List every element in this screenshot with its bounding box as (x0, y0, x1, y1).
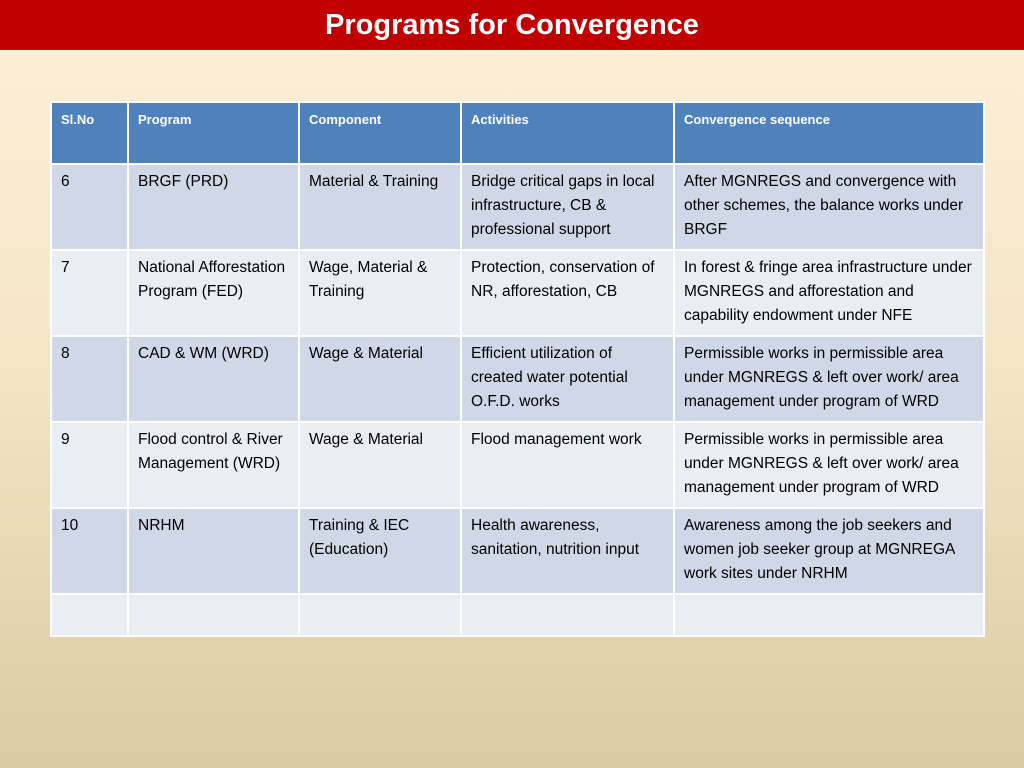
cell-sl-no: 9 (51, 422, 128, 508)
header-activities: Activities (461, 102, 674, 164)
cell-component: Wage, Material & Training (299, 250, 461, 336)
slide-title: Programs for Convergence (325, 8, 699, 41)
cell-program: BRGF (PRD) (128, 164, 299, 250)
cell-component: Wage & Material (299, 422, 461, 508)
table-row (51, 250, 984, 336)
table-row (51, 422, 984, 508)
convergence-table-container (50, 101, 983, 637)
cell-activities: Protection, conservation of NR, afforestation, CB (461, 250, 674, 336)
cell-activities: Flood management work (461, 422, 674, 508)
cell-component: Material & Training (299, 164, 461, 250)
table-header-row (51, 102, 984, 164)
cell-activities (461, 594, 674, 636)
header-program: Program (128, 102, 299, 164)
cell-sl-no: 8 (51, 336, 128, 422)
cell-sl-no (51, 594, 128, 636)
cell-sl-no: 6 (51, 164, 128, 250)
table-row (51, 508, 984, 594)
header-component: Component (299, 102, 461, 164)
cell-convergence-sequence: Permissible works in permissible area under MGNREGS & left over work/ area management under program of WRD (674, 422, 984, 508)
header-sl-no: Sl.No (51, 102, 128, 164)
cell-program (128, 594, 299, 636)
cell-convergence-sequence: After MGNREGS and convergence with other schemes, the balance works under BRGF (674, 164, 984, 250)
cell-program: Flood control & River Management (WRD) (128, 422, 299, 508)
cell-convergence-sequence: Awareness among the job seekers and women job seeker group at MGNREGA work sites under NRHM (674, 508, 984, 594)
cell-component: Wage & Material (299, 336, 461, 422)
cell-activities: Health awareness, sanitation, nutrition input (461, 508, 674, 594)
cell-program: National Afforestation Program (FED) (128, 250, 299, 336)
convergence-table (50, 101, 985, 637)
cell-sl-no: 7 (51, 250, 128, 336)
cell-activities: Efficient utilization of created water potential O.F.D. works (461, 336, 674, 422)
slide-title-bar (0, 0, 1024, 50)
cell-activities: Bridge critical gaps in local infrastructure, CB & professional support (461, 164, 674, 250)
table-row-empty (51, 594, 984, 636)
cell-program: NRHM (128, 508, 299, 594)
cell-sl-no: 10 (51, 508, 128, 594)
cell-component: Training & IEC (Education) (299, 508, 461, 594)
cell-convergence-sequence (674, 594, 984, 636)
cell-convergence-sequence: In forest & fringe area infrastructure under MGNREGS and afforestation and capability endowment under NFE (674, 250, 984, 336)
table-row (51, 164, 984, 250)
cell-convergence-sequence: Permissible works in permissible area under MGNREGS & left over work/ area management under program of WRD (674, 336, 984, 422)
cell-component (299, 594, 461, 636)
table-row (51, 336, 984, 422)
header-convergence-sequence: Convergence sequence (674, 102, 984, 164)
cell-program: CAD & WM (WRD) (128, 336, 299, 422)
